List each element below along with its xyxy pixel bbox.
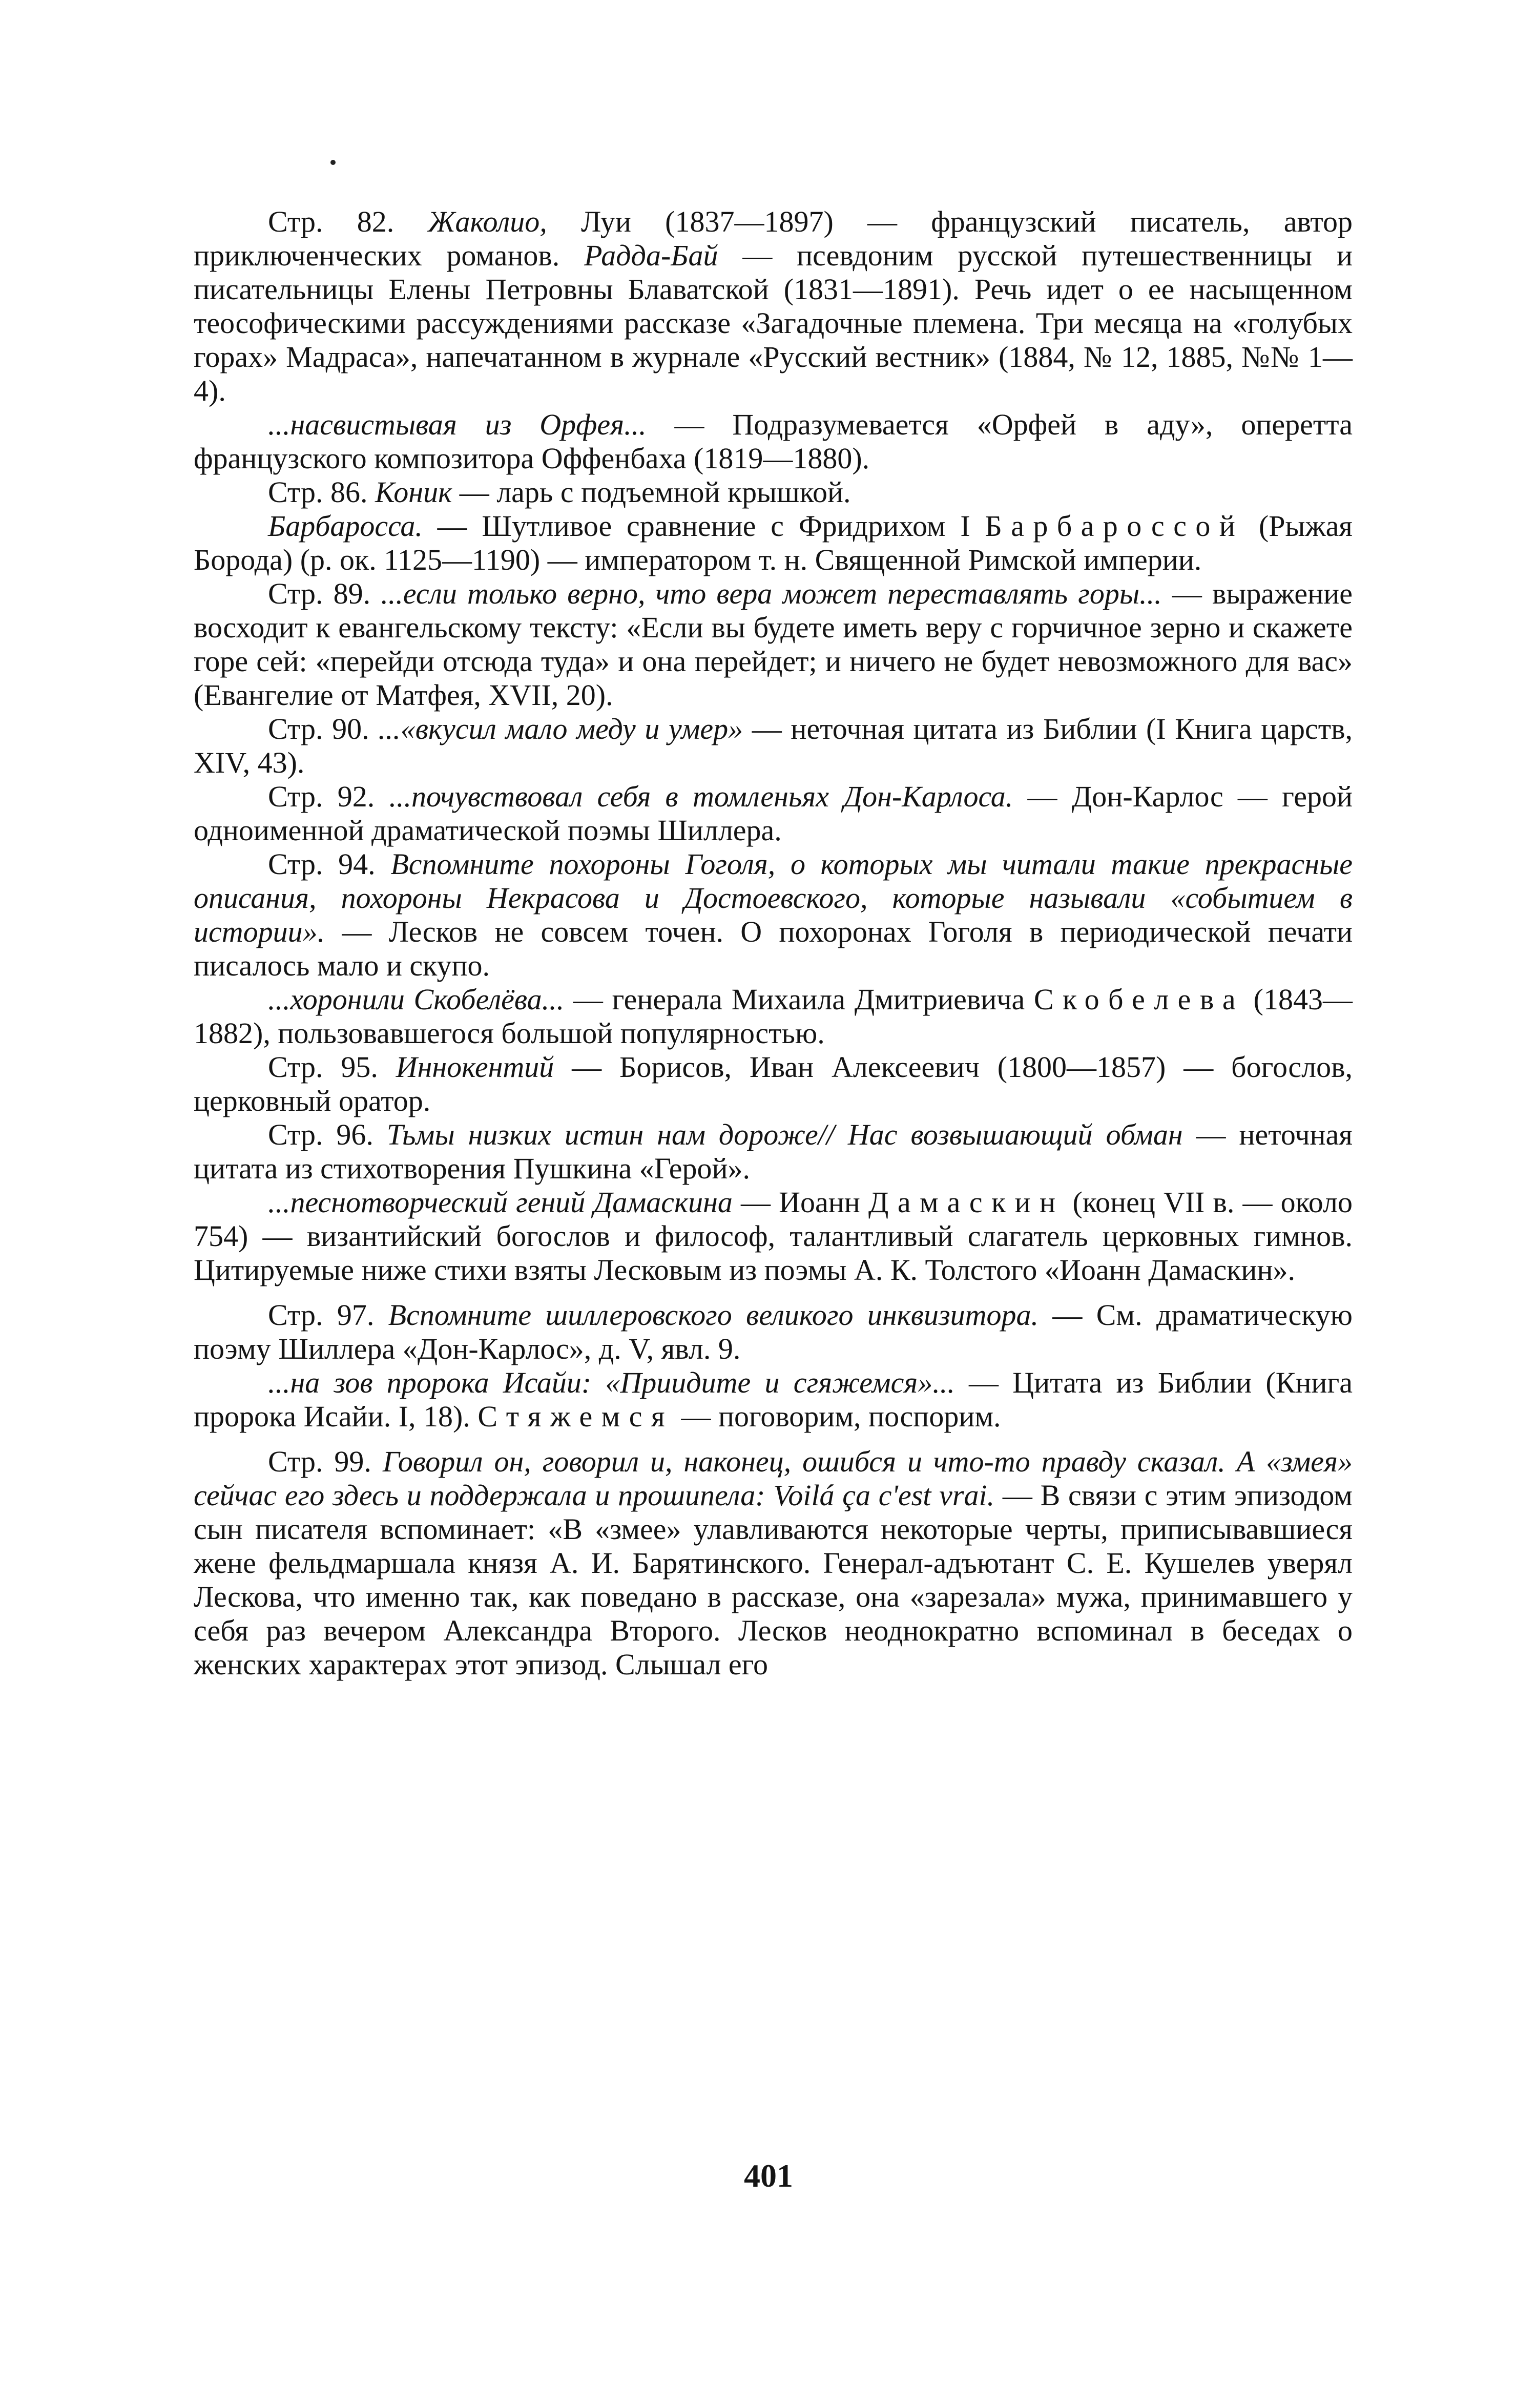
entry-text: Стр. 96. — [268, 1118, 387, 1151]
commentary-entry — [194, 509, 1353, 577]
quoted-phrase: ...хоронили Скобелёва... — [268, 983, 565, 1016]
spaced-name: Барбароссой — [985, 509, 1244, 543]
commentary-entry — [194, 1118, 1353, 1186]
entry-text: Стр. 86. — [268, 475, 375, 509]
commentary-text — [194, 205, 1353, 1682]
quoted-phrase: ...«вкусил мало меду и умер» — [378, 712, 743, 745]
entry-text: Стр. 90. — [268, 712, 379, 745]
commentary-entry — [194, 712, 1353, 780]
commentary-entry — [194, 205, 1353, 408]
quoted-phrase: ...почувствовал себя в томленьях Дон-Карлоса. — [389, 780, 1013, 813]
quoted-phrase: ...на зов пророка Исайи: «Приидите и сгяжемся»... — [268, 1366, 955, 1399]
quoted-phrase: Говорил он, говорил и, наконец, ошибся и что-то правду сказал. А «змея» сейчас его здесь и поддержала и прошипела: Voilá ça c'est vrai. — [194, 1445, 1353, 1512]
entry-text: (Рыжая Борода) (р. ок. 1125—1190) — императором т. н. Священной Римской империи. — [194, 509, 1353, 576]
spaced-name: Дамаскин — [868, 1186, 1065, 1219]
quoted-phrase: Барбаросса. — [268, 509, 423, 543]
quoted-phrase: Радда-Бай — [584, 239, 718, 272]
entry-text: — Борисов, Иван Алексеевич (1800—1857) — богослов, церковный оратор. — [194, 1050, 1353, 1117]
entry-text: Стр. 89. — [268, 577, 381, 610]
entry-text: Луи (1837—1897) — французский писатель, автор приключенческих романов. — [194, 205, 1353, 272]
quoted-phrase: Иннокентий — [396, 1050, 554, 1084]
entry-text: — Лесков не совсем точен. О похоронах Гоголя в периодической печати писалось мало и скупо. — [194, 915, 1353, 982]
entry-text: (1843—1882), пользовавшегося большой популярностью. — [194, 983, 1353, 1050]
commentary-entry — [194, 1445, 1353, 1682]
entry-text: Стр. 82. — [268, 205, 428, 238]
commentary-entry — [194, 847, 1353, 983]
entry-text: — В связи с этим эпизодом сын писателя вспоминает: «В «змее» улавливаются некоторые черты, приписывавшиеся жене фельдмаршала князя А. И. Барятинского. Генерал-адъютант С. Е. Кушелев уверял Лескова, что именно так, как поведано в рассказе, она «зарезала» мужа, принимавшего у себя раз вечером Александра Второго. Лесков неоднократно вспоминал в беседах о женских характерах этот эпизод. Слышал его — [194, 1479, 1353, 1681]
entry-text: Стр. 95. — [268, 1050, 396, 1084]
quoted-phrase: Коник — [375, 475, 452, 509]
quoted-phrase: Жаколио, — [428, 205, 547, 238]
commentary-entry — [194, 1366, 1353, 1434]
entry-text: — Подразумевается «Орфей в аду», оперетта французского композитора Оффенбаха (1819—1880). — [194, 408, 1353, 475]
entry-text: — неточная цитата из стихотворения Пушкина «Герой». — [194, 1118, 1353, 1185]
entry-text: — псевдоним русской путешественницы и писательницы Елены Петровны Блаватской (1831—1891). Речь идет о ее насыщенном теософическими рассуждениями рассказе «Загадочные племена. Три месяца на «голубых горах» Мадраса», напечатанном в журнале «Русский вестник» (1884, № 12, 1885, №№ 1—4). — [194, 239, 1353, 407]
commentary-entry — [194, 577, 1353, 712]
entry-text: — Цитата из Библии (Книга пророка Исайи. I, 18). — [194, 1366, 1353, 1433]
quoted-phrase: Вспомните шиллеровского великого инквизитора. — [388, 1298, 1038, 1332]
entry-text: (конец VII в. — около 754) — византийский богослов и философ, талантливый слагатель церковных гимнов. Цитируемые ниже стихи взяты Лесковым из поэмы А. К. Толстого «Иоанн Дамаскин». — [194, 1186, 1353, 1286]
commentary-entry — [194, 475, 1353, 509]
entry-text: Стр. 92. — [268, 780, 389, 813]
entry-text: Стр. 94. — [268, 847, 391, 881]
page-mark — [330, 160, 336, 165]
entry-text: — Иоанн — [732, 1186, 868, 1219]
entry-text: — неточная цитата из Библии (I Книга царств, XIV, 43). — [194, 712, 1353, 779]
entry-text: — ларь с подъемной крышкой. — [452, 475, 851, 509]
entry-text: Стр. 99. — [268, 1445, 383, 1478]
spaced-name: Скобелева — [1033, 983, 1244, 1016]
entry-text: — поговорим, поспорим. — [673, 1400, 1001, 1433]
entry-text: — генерала Михаила Дмитриевича — [564, 983, 1034, 1016]
quoted-phrase: Тьмы низких истин нам дороже// Нас возвышающий обман — [386, 1118, 1183, 1151]
entry-text: — Шутливое сравнение с Фридрихом I — [422, 509, 985, 543]
commentary-entry — [194, 1050, 1353, 1118]
commentary-entry — [194, 408, 1353, 475]
quoted-phrase: ...песнотворческий гений Дамаскина — [268, 1186, 733, 1219]
commentary-entry — [194, 780, 1353, 847]
quoted-phrase: Вспомните похороны Гоголя, о которых мы читали такие прекрасные описания, похороны Некрасова и Достоевского, которые называли «событием в истории». — [194, 847, 1353, 948]
entry-text: — См. драматическую поэму Шиллера «Дон-Карлос», д. V, явл. 9. — [194, 1298, 1353, 1365]
commentary-entry — [194, 1298, 1353, 1366]
commentary-entry — [194, 983, 1353, 1050]
page-number: 401 — [744, 2157, 793, 2194]
entry-text: Стр. 97. — [268, 1298, 388, 1332]
spaced-name: Стяжемся — [477, 1400, 674, 1433]
entry-text: — выражение восходит к евангельскому тексту: «Если вы будете иметь веру с горчичное зерно и скажете горе сей: «перейди отсюда туда» и она перейдет; и ничего не будет невозможного для вас» (Евангелие от Матфея, XVII, 20). — [194, 577, 1353, 712]
quoted-phrase: ...если только верно, что вера может переставлять горы... — [381, 577, 1162, 610]
quoted-phrase: ...насвистывая из Орфея... — [268, 408, 647, 441]
commentary-entry — [194, 1186, 1353, 1287]
entry-text: — Дон-Карлос — герой одноименной драматической поэмы Шиллера. — [194, 780, 1353, 847]
